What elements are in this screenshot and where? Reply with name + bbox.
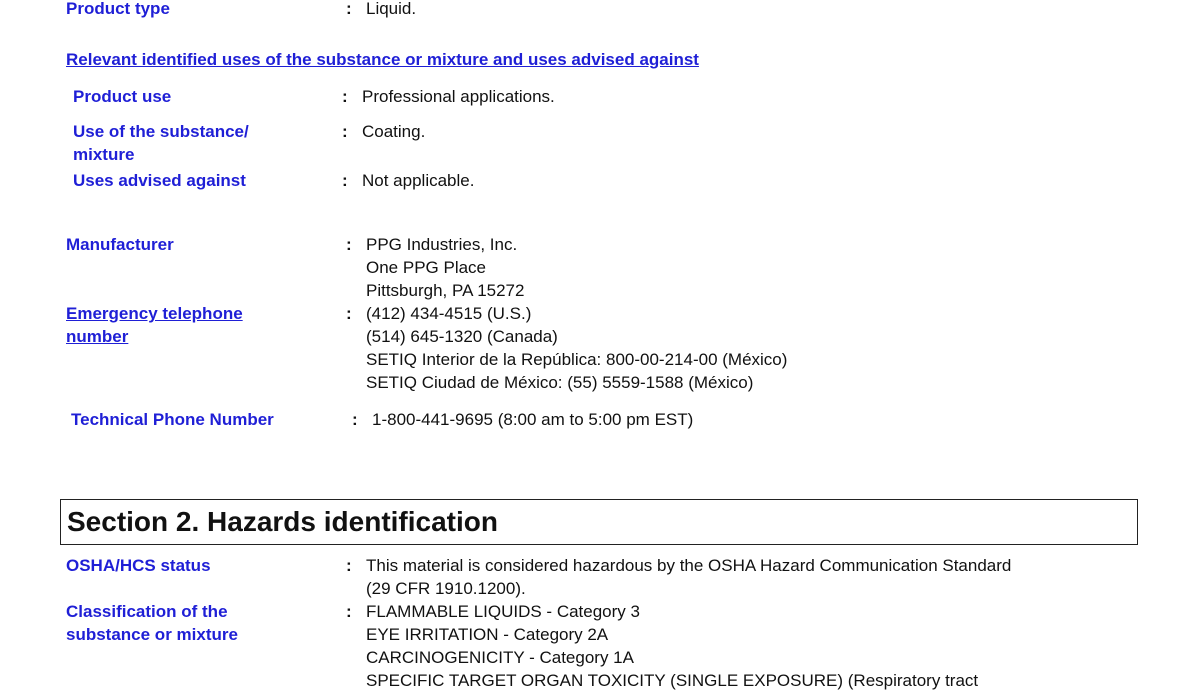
emergency-label-line1[interactable]: Emergency telephone [66, 304, 243, 323]
classification-values [366, 600, 978, 692]
emergency-telephone-link[interactable] [66, 302, 243, 348]
use-of-substance-label-line1: Use of the substance/ [73, 122, 249, 141]
classification-line: FLAMMABLE LIQUIDS - Category 3 [366, 602, 640, 621]
section-2-header-box [60, 499, 1138, 545]
product-use-label: Product use [73, 87, 172, 106]
emergency-line: (514) 645-1320 (Canada) [366, 327, 558, 346]
emergency-line: SETIQ Interior de la República: 800-00-214-00 (México) [366, 350, 788, 369]
colon: : [346, 0, 352, 18]
colon: : [346, 235, 352, 254]
manufacturer-line: Pittsburgh, PA 15272 [366, 281, 525, 300]
use-of-substance-label [73, 120, 249, 166]
manufacturer-address [366, 233, 524, 302]
osha-line: This material is considered hazardous by the OSHA Hazard Communication Standard [366, 556, 1012, 575]
colon: : [342, 87, 348, 106]
manufacturer-label: Manufacturer [66, 235, 174, 254]
classification-line: CARCINOGENICITY - Category 1A [366, 648, 634, 667]
colon: : [346, 602, 352, 621]
product-type-label: Product type [66, 0, 170, 18]
classification-label-line1: Classification of the [66, 602, 228, 621]
classification-label-line2: substance or mixture [66, 625, 238, 644]
emergency-label-line2[interactable]: number [66, 327, 129, 346]
product-use-value: Professional applications. [362, 87, 555, 106]
classification-line: EYE IRRITATION - Category 2A [366, 625, 609, 644]
section-2-title: Section 2. Hazards identification [67, 506, 498, 537]
colon: : [352, 410, 358, 429]
uses-advised-against-value: Not applicable. [362, 171, 475, 190]
osha-line: (29 CFR 1910.1200). [366, 579, 526, 598]
uses-advised-against-label: Uses advised against [73, 171, 246, 190]
osha-status-label: OSHA/HCS status [66, 556, 211, 575]
osha-status-value [366, 554, 1011, 600]
colon: : [346, 304, 352, 323]
product-type-value: Liquid. [366, 0, 417, 18]
classification-label [66, 600, 238, 646]
colon: : [342, 122, 348, 141]
classification-line: SPECIFIC TARGET ORGAN TOXICITY (SINGLE EXPOSURE) (Respiratory tract [366, 671, 979, 690]
colon: : [342, 171, 348, 190]
emergency-numbers [366, 302, 787, 394]
colon: : [346, 556, 352, 575]
manufacturer-line: PPG Industries, Inc. [366, 235, 518, 254]
use-of-substance-value: Coating. [362, 122, 426, 141]
emergency-line: SETIQ Ciudad de México: (55) 5559-1588 (México) [366, 373, 754, 392]
uses-heading-link[interactable]: Relevant identified uses of the substance or mixture and uses advised against [66, 50, 699, 69]
technical-phone-value: 1-800-441-9695 (8:00 am to 5:00 pm EST) [372, 410, 694, 429]
use-of-substance-label-line2: mixture [73, 145, 135, 164]
manufacturer-line: One PPG Place [366, 258, 487, 277]
emergency-line: (412) 434-4515 (U.S.) [366, 304, 532, 323]
technical-phone-label: Technical Phone Number [71, 410, 274, 429]
